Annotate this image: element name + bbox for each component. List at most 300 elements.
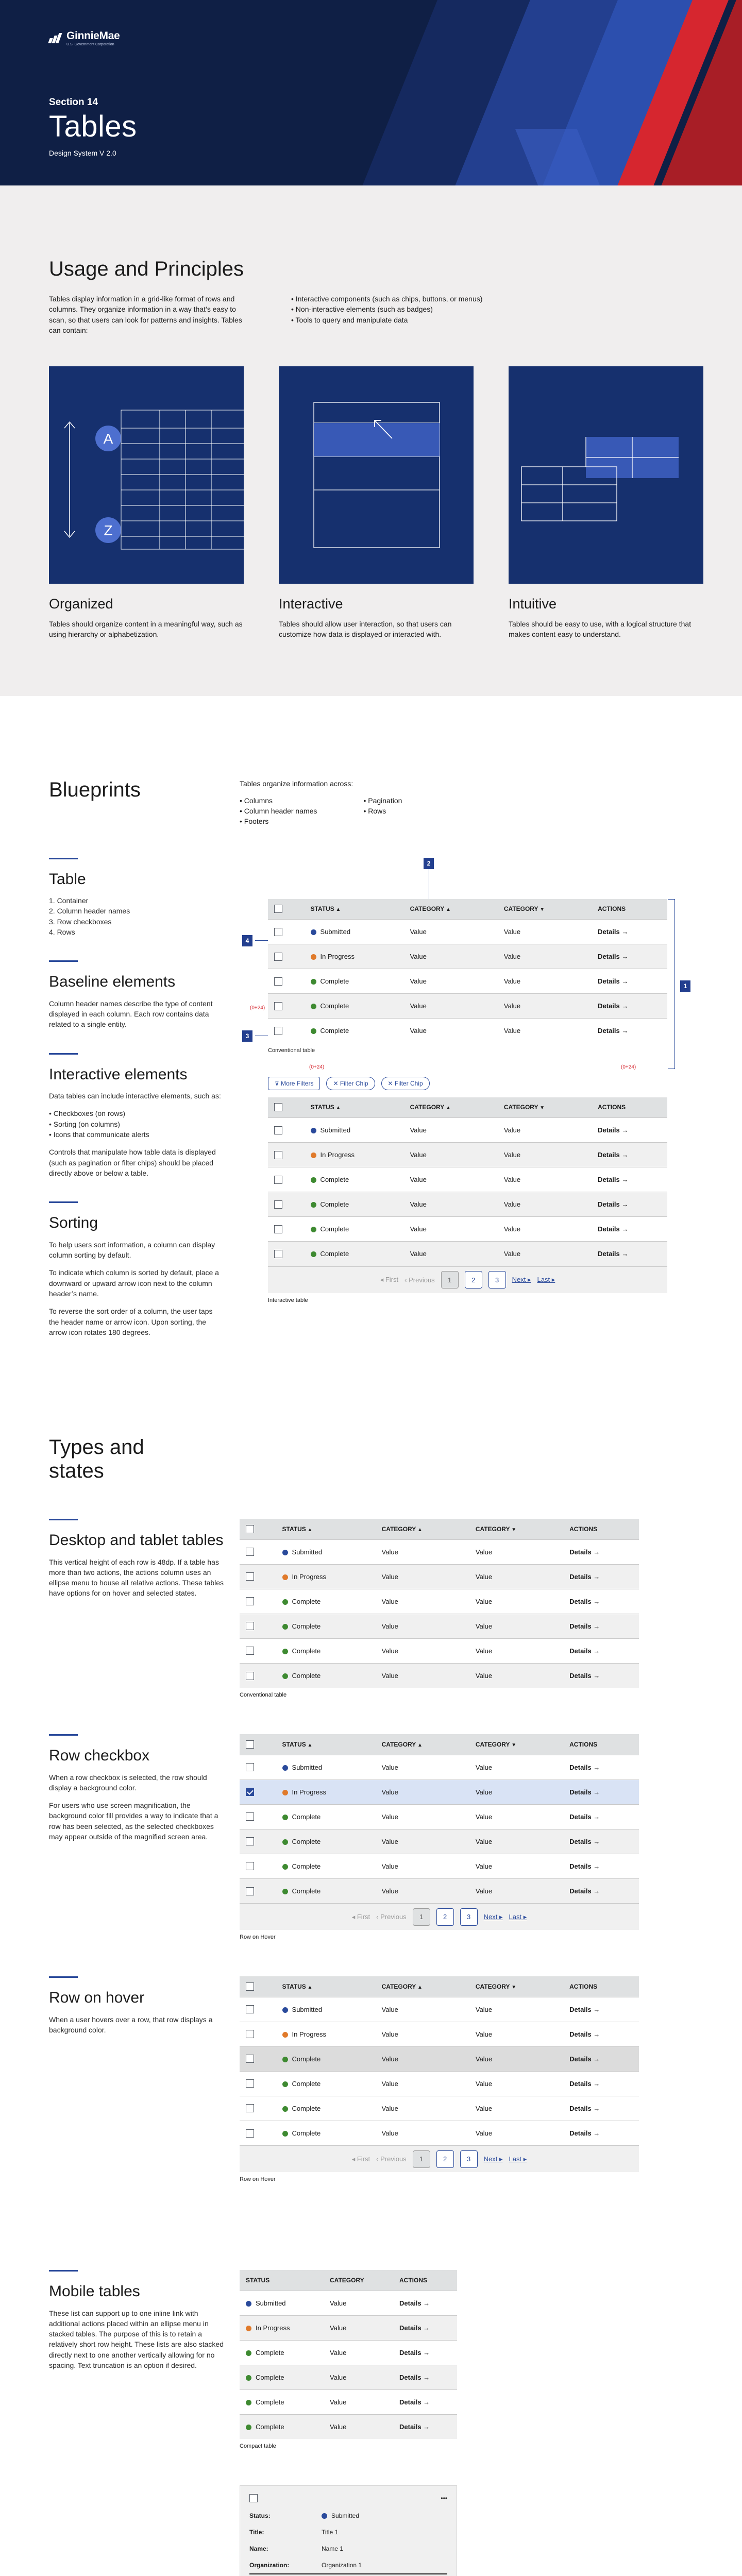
checkbox-table xyxy=(240,1734,639,1903)
baseline-text: Column header names describe the type of content displayed in each column. Each row contains data related to a single entity. xyxy=(49,999,213,1029)
table-row[interactable] xyxy=(268,994,667,1019)
card-text: Tables should allow user interaction, so that users can customize how data is displayed or interacted with. xyxy=(279,620,452,638)
status-cell: Complete xyxy=(276,1614,376,1638)
status-cell: Complete xyxy=(276,1804,376,1829)
logo-mark-icon xyxy=(49,33,62,43)
status-dot-icon xyxy=(311,1227,316,1232)
annotation-2: 2 xyxy=(424,858,434,869)
details-link[interactable]: Details → xyxy=(569,1788,600,1796)
table-row[interactable] xyxy=(240,1780,639,1804)
column-header-category[interactable]: CATEGORY ▲ xyxy=(376,1519,469,1539)
first-page-link[interactable]: ◂ First xyxy=(351,2155,370,2163)
column-header-category-2[interactable]: CATEGORY ▼ xyxy=(498,899,592,920)
page-button[interactable]: 1 xyxy=(413,1908,430,1926)
page-button[interactable]: 2 xyxy=(436,1908,454,1926)
status-dot-icon xyxy=(246,2326,251,2331)
status-cell: Complete xyxy=(305,1019,404,1043)
row-checkbox[interactable] xyxy=(246,1647,254,1655)
column-header-status[interactable]: STATUS ▲ xyxy=(276,1519,376,1539)
column-header-category[interactable]: CATEGORY xyxy=(324,2270,393,2291)
details-link[interactable]: Details → xyxy=(569,1764,600,1771)
usage-bullet: • Interactive components (such as chips, buttons, or menus) xyxy=(291,294,482,304)
details-link[interactable]: Details → xyxy=(598,1176,628,1183)
sorting-text-3: To reverse the sort order of a column, the user taps the header name or arrow icon. Upon sorting, the arrow icon rotates 180 degrees. xyxy=(49,1307,213,1336)
list-item: • Icons that communicate alerts xyxy=(49,1129,224,1140)
usage-section xyxy=(0,185,742,696)
status-dot-icon xyxy=(311,1028,316,1034)
row-checkbox[interactable] xyxy=(274,1176,282,1184)
value-cell: Value xyxy=(498,1217,592,1242)
details-link[interactable]: Details → xyxy=(569,1598,600,1605)
logo-name: GinnieMae xyxy=(66,30,120,42)
status-cell: Complete xyxy=(276,1589,376,1614)
table-row[interactable] xyxy=(268,920,667,944)
status-cell: Submitted xyxy=(240,2291,324,2315)
hover-table xyxy=(240,1976,639,2145)
status-cell: Complete xyxy=(240,2389,324,2414)
card-title: Interactive xyxy=(279,596,343,612)
status-dot-icon xyxy=(282,1839,288,1845)
value-cell: Value xyxy=(469,1878,563,1903)
value-cell: Value xyxy=(404,994,498,1019)
value-cell: Value xyxy=(498,1192,592,1217)
interactive-elements-title: Interactive elements xyxy=(49,1065,188,1083)
details-link[interactable]: Details → xyxy=(598,1151,628,1159)
row-checkbox[interactable] xyxy=(274,1225,282,1233)
column-header-actions: ACTIONS xyxy=(592,899,667,920)
column-header-category-2[interactable]: CATEGORY ▼ xyxy=(469,1519,563,1539)
desktop-title: Desktop and tablet tables xyxy=(49,1532,224,1549)
table-row[interactable] xyxy=(240,1638,639,1663)
row-checkbox[interactable] xyxy=(246,2030,254,2038)
status-dot-icon xyxy=(311,1202,316,1208)
page-button[interactable]: 3 xyxy=(460,1908,478,1926)
filter-chip[interactable]: ✕ Filter Chip xyxy=(381,1077,430,1090)
row-checkbox[interactable] xyxy=(274,953,282,961)
value-cell: Value xyxy=(469,1614,563,1638)
status-cell: Complete xyxy=(305,1167,404,1192)
row-checkbox[interactable] xyxy=(274,1126,282,1134)
status-dot-icon xyxy=(311,979,316,985)
list-item: • Pagination xyxy=(363,795,402,806)
value-cell: Value xyxy=(404,1217,498,1242)
status-dot-icon xyxy=(311,1153,316,1158)
status-cell: Complete xyxy=(276,2071,376,2096)
details-link[interactable]: Details → xyxy=(569,2105,600,2112)
value-cell: Value xyxy=(376,1663,469,1688)
value-cell: Value xyxy=(376,1997,469,2022)
table-row[interactable] xyxy=(240,1878,639,1903)
status-dot-icon xyxy=(246,2425,251,2430)
row-checkbox[interactable] xyxy=(249,2494,258,2502)
row-checkbox[interactable] xyxy=(274,1002,282,1010)
value-cell: Value xyxy=(404,1019,498,1043)
column-header-category[interactable]: CATEGORY ▲ xyxy=(404,899,498,920)
value-cell: Value xyxy=(376,1589,469,1614)
table-row[interactable] xyxy=(268,1019,667,1043)
details-link[interactable]: Details → xyxy=(569,1672,600,1680)
select-all-checkbox[interactable] xyxy=(246,1740,254,1749)
value-cell: Value xyxy=(324,2414,393,2439)
value-cell: Value xyxy=(376,2046,469,2071)
details-link[interactable]: Details → xyxy=(598,1002,628,1010)
table-row[interactable] xyxy=(240,1539,639,1564)
ginniemae-logo[interactable] xyxy=(49,30,120,46)
value-cell: Value xyxy=(376,1564,469,1589)
value-cell: Value xyxy=(469,1780,563,1804)
status-cell: Complete xyxy=(276,1829,376,1854)
baseline-title: Baseline elements xyxy=(49,973,176,991)
value-cell: Value xyxy=(404,1192,498,1217)
row-checkbox[interactable] xyxy=(246,1622,254,1630)
value-cell: Value xyxy=(469,1589,563,1614)
status-dot-icon xyxy=(282,2081,288,2087)
details-link[interactable]: Details → xyxy=(569,1647,600,1655)
value-cell: Value xyxy=(469,1854,563,1878)
table-row[interactable] xyxy=(240,2291,457,2315)
details-link[interactable]: Details → xyxy=(598,928,628,936)
value-cell: Value xyxy=(376,2071,469,2096)
select-all-checkbox[interactable] xyxy=(274,905,282,913)
details-link[interactable]: Details → xyxy=(399,2423,430,2431)
value-cell: Value xyxy=(376,1614,469,1638)
status-dot-icon xyxy=(311,1004,316,1009)
table-row[interactable] xyxy=(240,2096,639,2121)
table-row[interactable] xyxy=(240,1564,639,1589)
last-page-link[interactable]: Last ▸ xyxy=(537,1276,555,1284)
letter-z-icon: Z xyxy=(104,522,113,539)
list-item: • Columns xyxy=(240,795,317,806)
table-row[interactable] xyxy=(268,1242,667,1266)
column-header-category[interactable]: CATEGORY ▲ xyxy=(376,1976,469,1997)
details-link[interactable]: Details → xyxy=(569,2030,600,2038)
column-header-actions: ACTIONS xyxy=(563,1976,639,1997)
select-all-checkbox[interactable] xyxy=(246,1982,254,1991)
row-checkbox[interactable] xyxy=(246,1672,254,1680)
table-caption: Conventional table xyxy=(240,1692,287,1699)
table-row[interactable] xyxy=(268,1118,667,1143)
details-link[interactable]: Details → xyxy=(598,1225,628,1233)
usage-bullet: • Tools to query and manipulate data xyxy=(291,315,482,325)
interactive-table xyxy=(268,1097,667,1266)
table-row[interactable] xyxy=(240,1589,639,1614)
column-header-category-2[interactable]: CATEGORY ▼ xyxy=(469,1734,563,1755)
interactive-elements-text: Data tables can include interactive elements, such as: xyxy=(49,1092,221,1100)
list-item: • Column header names xyxy=(240,806,317,816)
value-cell: Value xyxy=(498,994,592,1019)
list-item: 1. Container xyxy=(49,896,89,905)
ellipsis-menu-icon[interactable]: ••• xyxy=(441,2495,447,2502)
list-item: 2. Column header names xyxy=(49,907,130,916)
table-row[interactable] xyxy=(240,2071,639,2096)
value-cell: Value xyxy=(469,1564,563,1589)
interactive-elements-list xyxy=(49,1108,224,1140)
column-header-status[interactable]: STATUS ▲ xyxy=(305,1097,404,1118)
row-checkbox[interactable] xyxy=(274,928,282,936)
value-cell: Value xyxy=(469,1638,563,1663)
next-page-link[interactable]: Next ▸ xyxy=(483,1912,503,1921)
column-header-category-2[interactable]: CATEGORY ▼ xyxy=(469,1976,563,1997)
row-checkbox[interactable] xyxy=(274,1151,282,1159)
details-link[interactable]: Details → xyxy=(569,2055,600,2063)
usage-intro-text: Tables display information in a grid-like format of rows and columns. They organize information in a way that’s easy to scan, so that users can look for patterns and insights. Tables can contain: xyxy=(49,295,242,334)
value-cell: Value xyxy=(324,2291,393,2315)
details-link[interactable]: Details → xyxy=(569,2129,600,2137)
next-page-link[interactable]: Next ▸ xyxy=(512,1276,531,1284)
row-checkbox[interactable] xyxy=(246,2079,254,2088)
status-cell: In Progress xyxy=(240,2315,324,2340)
row-checkbox[interactable] xyxy=(246,2129,254,2138)
list-item: 4. Rows xyxy=(49,927,75,936)
row-checkbox[interactable] xyxy=(246,1597,254,1605)
table-row[interactable] xyxy=(240,2389,457,2414)
details-link[interactable]: Details → xyxy=(569,2006,600,2013)
column-header-category[interactable]: CATEGORY ▲ xyxy=(404,1097,498,1118)
column-header-status[interactable]: STATUS ▲ xyxy=(276,1734,376,1755)
row-checkbox[interactable] xyxy=(274,1200,282,1209)
status-dot-icon xyxy=(311,1128,316,1133)
page-button[interactable]: 3 xyxy=(488,1271,506,1289)
details-link[interactable]: Details → xyxy=(399,2324,430,2332)
row-checkbox[interactable] xyxy=(246,2055,254,2063)
value-cell: Value xyxy=(469,2046,563,2071)
status-cell: Complete xyxy=(240,2340,324,2365)
spacing-label: (0+24) xyxy=(621,1064,636,1070)
types-title: Types and states xyxy=(49,1436,144,1483)
status-cell: Complete xyxy=(276,1854,376,1878)
details-link[interactable]: Details → xyxy=(569,1622,600,1630)
hover-text: When a user hovers over a row, that row displays a background color. xyxy=(49,2015,213,2034)
previous-page-link[interactable]: ‹ Previous xyxy=(376,2155,407,2163)
column-header-actions: ACTIONS xyxy=(563,1519,639,1539)
details-link[interactable]: Details → xyxy=(399,2299,430,2307)
status-cell: Submitted xyxy=(276,1539,376,1564)
row-checkbox[interactable] xyxy=(246,2005,254,2013)
page-button[interactable]: 3 xyxy=(460,2150,478,2168)
page-button[interactable]: 2 xyxy=(436,2150,454,2168)
row-checkbox[interactable] xyxy=(246,2104,254,2112)
column-header-category-2[interactable]: CATEGORY ▼ xyxy=(498,1097,592,1118)
column-header-status[interactable]: STATUS xyxy=(240,2270,324,2291)
status-dot-icon xyxy=(282,2032,288,2038)
section-label: Section 14 xyxy=(49,97,98,108)
table-row[interactable] xyxy=(240,1997,639,2022)
value-cell: Value xyxy=(404,944,498,969)
compact-table xyxy=(240,2270,457,2439)
previous-page-link[interactable]: ‹ Previous xyxy=(404,1276,435,1284)
table-row[interactable] xyxy=(240,1829,639,1854)
value-cell: Value xyxy=(324,2365,393,2389)
next-page-link[interactable]: Next ▸ xyxy=(483,2155,503,2163)
status-dot-icon xyxy=(246,2400,251,2405)
value-cell: Value xyxy=(469,1663,563,1688)
value-cell: Value xyxy=(376,1780,469,1804)
first-page-link[interactable]: ◂ First xyxy=(351,1912,370,1921)
value-cell: Value xyxy=(469,2022,563,2046)
status-cell: Complete xyxy=(276,2121,376,2145)
table-row[interactable] xyxy=(268,944,667,969)
list-item: • Sorting (on columns) xyxy=(49,1119,224,1129)
card-text: Tables should organize content in a meaningful way, such as using hierarchy or alphabetization. xyxy=(49,620,243,638)
sorting-title: Sorting xyxy=(49,1214,98,1232)
previous-page-link[interactable]: ‹ Previous xyxy=(376,1913,407,1921)
value-cell: Value xyxy=(469,1829,563,1854)
select-all-checkbox[interactable] xyxy=(274,1103,282,1111)
row-checkbox[interactable] xyxy=(246,1572,254,1581)
types-section xyxy=(0,1435,742,2576)
sorting-text-1: To help users sort information, a column can display column sorting by default. xyxy=(49,1240,215,1260)
principle-card-interactive xyxy=(279,366,474,639)
status-cell: In Progress xyxy=(276,1564,376,1589)
details-link[interactable]: Details → xyxy=(598,1200,628,1208)
status-cell: Complete xyxy=(305,994,404,1019)
row-checkbox[interactable] xyxy=(274,1027,282,1035)
table-row[interactable] xyxy=(240,2121,639,2145)
value-cell: Value xyxy=(376,2096,469,2121)
row-checkbox[interactable] xyxy=(246,1548,254,1556)
last-page-link[interactable]: Last ▸ xyxy=(509,1912,527,1921)
interactive-elements-text2: Controls that manipulate how table data is displayed (such as pagination or filter chips) should be placed directly above or below a table. xyxy=(49,1148,216,1177)
table-row[interactable] xyxy=(240,1614,639,1638)
value-cell: Value xyxy=(376,2022,469,2046)
details-link[interactable]: Details → xyxy=(569,1813,600,1821)
details-link[interactable]: Details → xyxy=(598,953,628,960)
more-filters-button[interactable]: ⊽ More Filters xyxy=(268,1077,320,1090)
table-row[interactable] xyxy=(268,1192,667,1217)
table-section-title: Table xyxy=(49,870,86,888)
table-row[interactable] xyxy=(268,1167,667,1192)
column-header-actions: ACTIONS xyxy=(563,1734,639,1755)
details-link[interactable]: Details → xyxy=(598,977,628,985)
value-cell: Value xyxy=(469,1755,563,1780)
table-row[interactable] xyxy=(268,1217,667,1242)
status-cell: Submitted xyxy=(276,1755,376,1780)
value-cell: Value xyxy=(404,920,498,944)
filter-chip[interactable]: ✕ Filter Chip xyxy=(326,1077,375,1090)
value-cell: Value xyxy=(404,1242,498,1266)
details-link[interactable]: Details → xyxy=(569,1573,600,1581)
status-dot-icon xyxy=(282,1864,288,1870)
page-button[interactable]: 1 xyxy=(413,2150,430,2168)
status-cell: Complete xyxy=(240,2365,324,2389)
value-cell: Value xyxy=(376,1638,469,1663)
value-cell: Value xyxy=(469,2121,563,2145)
status-dot-icon xyxy=(282,1673,288,1679)
sorting-text-2: To indicate which column is sorted by default, place a downward or upward arrow icon next to the column header’s name. xyxy=(49,1268,219,1298)
status-dot-icon xyxy=(311,1177,316,1183)
blueprints-list-b xyxy=(363,795,402,827)
value-cell: Value xyxy=(404,1167,498,1192)
details-link[interactable]: Details → xyxy=(569,1887,600,1895)
list-item: • Checkboxes (on rows) xyxy=(49,1108,224,1118)
table-caption: Conventional table xyxy=(268,1047,315,1054)
table-row[interactable] xyxy=(240,2022,639,2046)
version-label: Design System V 2.0 xyxy=(49,149,116,157)
page-button[interactable]: 2 xyxy=(465,1271,482,1289)
mobile-card[interactable]: ••• Status: Submitted Title: Title 1 Name: Name 1 Organization: Organization 1 xyxy=(240,2485,457,2576)
pagination xyxy=(240,1903,639,1930)
row-checkbox[interactable] xyxy=(274,1250,282,1258)
column-header-status[interactable]: STATUS ▲ xyxy=(276,1976,376,1997)
blueprints-section xyxy=(0,778,742,1337)
value-cell: Value xyxy=(498,969,592,994)
column-header-actions: ACTIONS xyxy=(592,1097,667,1118)
table-row[interactable] xyxy=(240,2414,457,2439)
first-page-link[interactable]: ◂ First xyxy=(380,1276,399,1284)
table-row[interactable] xyxy=(240,1663,639,1688)
table-caption: Row on Hover xyxy=(240,2176,276,2183)
table-row[interactable] xyxy=(240,2046,639,2071)
conventional-table xyxy=(268,899,667,1043)
status-dot-icon xyxy=(246,2350,251,2356)
organized-illustration xyxy=(49,366,244,584)
value-cell: Value xyxy=(376,1804,469,1829)
details-link[interactable]: Details → xyxy=(399,2349,430,2357)
column-header-actions: ACTIONS xyxy=(393,2270,457,2291)
column-header-status[interactable]: STATUS ▲ xyxy=(305,899,404,920)
mobile-title: Mobile tables xyxy=(49,2283,140,2300)
table-row[interactable] xyxy=(268,969,667,994)
details-link[interactable]: Details → xyxy=(569,1838,600,1845)
table-row[interactable] xyxy=(268,1143,667,1167)
value-cell: Value xyxy=(376,1539,469,1564)
intuitive-illustration xyxy=(509,366,703,584)
table-row[interactable] xyxy=(240,1804,639,1829)
status-dot-icon xyxy=(246,2301,251,2307)
status-dot-icon xyxy=(282,2007,288,2013)
select-all-checkbox[interactable] xyxy=(246,1525,254,1533)
row-checkbox[interactable] xyxy=(246,1788,254,1796)
value-cell: Value xyxy=(469,2096,563,2121)
pagination xyxy=(240,2145,639,2172)
status-dot-icon xyxy=(282,1574,288,1580)
table-row[interactable] xyxy=(240,2365,457,2389)
value-cell: Value xyxy=(404,1118,498,1143)
row-checkbox[interactable] xyxy=(246,1887,254,1895)
details-link[interactable]: Details → xyxy=(569,1862,600,1870)
details-link[interactable]: Details → xyxy=(598,1250,628,1258)
last-page-link[interactable]: Last ▸ xyxy=(509,2155,527,2163)
checkbox-title: Row checkbox xyxy=(49,1747,150,1765)
value-cell: Value xyxy=(498,1167,592,1192)
value-cell: Value xyxy=(404,969,498,994)
details-link[interactable]: Details → xyxy=(399,2398,430,2406)
table-row[interactable] xyxy=(240,2315,457,2340)
list-item: 3. Row checkboxes xyxy=(49,917,112,926)
details-link[interactable]: Details → xyxy=(569,1548,600,1556)
row-checkbox[interactable] xyxy=(274,977,282,986)
page-button[interactable]: 1 xyxy=(441,1271,459,1289)
table-row[interactable] xyxy=(240,1755,639,1780)
details-link[interactable]: Details → xyxy=(399,2374,430,2381)
row-checkbox[interactable] xyxy=(246,1837,254,1845)
status-dot-icon xyxy=(311,929,316,935)
row-checkbox[interactable] xyxy=(246,1862,254,1870)
table-row[interactable] xyxy=(240,1854,639,1878)
column-header-category[interactable]: CATEGORY ▲ xyxy=(376,1734,469,1755)
letter-a-icon: A xyxy=(103,431,113,447)
table-row[interactable] xyxy=(240,2340,457,2365)
row-checkbox[interactable] xyxy=(246,1763,254,1771)
details-link[interactable]: Details → xyxy=(598,1126,628,1134)
row-checkbox[interactable] xyxy=(246,1812,254,1821)
status-dot-icon xyxy=(282,1790,288,1795)
details-link[interactable]: Details → xyxy=(569,2080,600,2088)
details-link[interactable]: Details → xyxy=(598,1027,628,1035)
status-dot-icon xyxy=(282,2057,288,2062)
card-title: Organized xyxy=(49,596,113,612)
value-cell: Value xyxy=(324,2340,393,2365)
